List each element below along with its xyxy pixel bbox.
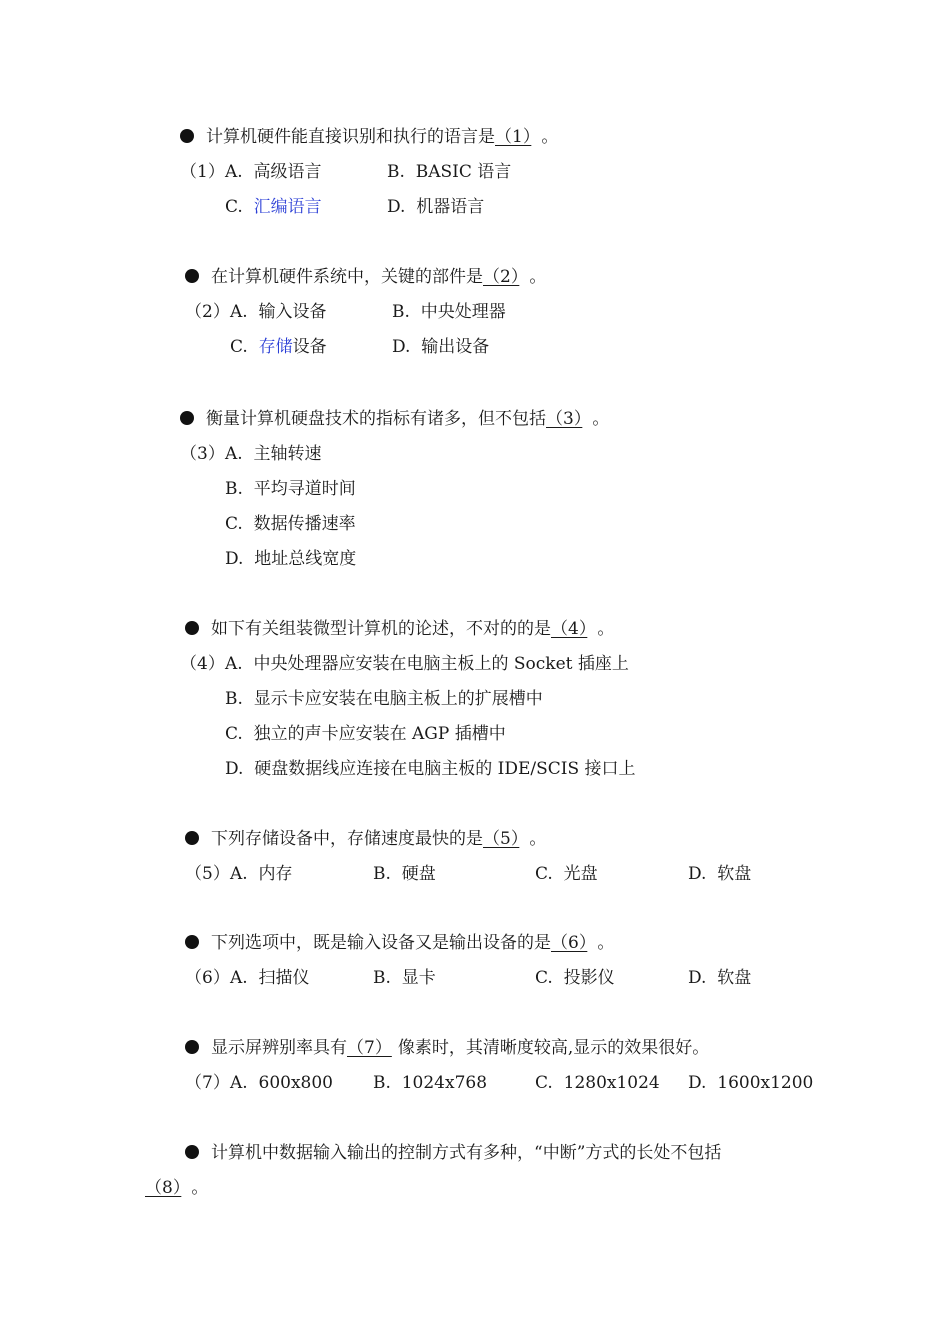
option-a: A. 输入设备 bbox=[230, 302, 327, 322]
option-a: A. 扫描仪 bbox=[230, 968, 310, 988]
bullet-icon bbox=[180, 129, 194, 143]
answer-blank: （3） bbox=[546, 409, 583, 429]
option-a: A. 主轴转速 bbox=[225, 444, 322, 464]
question-6-stem: 下列选项中，既是输入设备又是输出设备的是（6） 。 bbox=[185, 931, 614, 955]
option-c: C. 数据传播速率 bbox=[225, 514, 356, 534]
bullet-icon bbox=[185, 1040, 199, 1054]
option-a: A. 600x800 bbox=[230, 1073, 333, 1093]
option-c: C. 汇编语言 bbox=[225, 197, 322, 217]
option-b: B. 平均寻道时间 bbox=[225, 479, 356, 499]
bullet-icon bbox=[180, 411, 194, 425]
option-b: B. 中央处理器 bbox=[392, 302, 506, 322]
question-4-stem: 如下有关组装微型计算机的论述，不对的的是（4） 。 bbox=[185, 617, 614, 641]
question-8-stem: 计算机中数据输入输出的控制方式有多种，“中断”方式的长处不包括 bbox=[185, 1141, 721, 1165]
option-a: A. 高级语言 bbox=[225, 162, 322, 182]
bullet-icon bbox=[185, 831, 199, 845]
option-c: C. 投影仪 bbox=[535, 968, 615, 988]
option-b: B. BASIC 语言 bbox=[387, 162, 512, 182]
question-4-number: （4） bbox=[180, 654, 225, 674]
question-5-number: （5） bbox=[185, 864, 230, 884]
option-a: A. 内存 bbox=[230, 864, 293, 884]
option-d: D. 软盘 bbox=[688, 864, 752, 884]
bullet-icon bbox=[185, 935, 199, 949]
question-6-number: （6） bbox=[185, 968, 230, 988]
option-c: C. 1280x1024 bbox=[535, 1073, 660, 1093]
question-1-stem: 计算机硬件能直接识别和执行的语言是（1） 。 bbox=[180, 125, 558, 149]
bullet-icon bbox=[185, 621, 199, 635]
question-3-number: （3） bbox=[180, 444, 225, 464]
question-7-stem: 显示屏辨别率具有（7） 像素时，其清晰度较高,显示的效果很好。 bbox=[185, 1036, 709, 1060]
option-d: D. 地址总线宽度 bbox=[225, 549, 357, 569]
option-d: D. 机器语言 bbox=[387, 197, 485, 217]
option-b: B. 1024x768 bbox=[373, 1073, 488, 1093]
option-a: A. 中央处理器应安装在电脑主板上的 Socket 插座上 bbox=[225, 654, 629, 674]
option-c: C. 光盘 bbox=[535, 864, 598, 884]
bullet-icon bbox=[185, 269, 199, 283]
answer-blank: （4） bbox=[551, 619, 588, 639]
question-1-number: （1） bbox=[180, 162, 225, 182]
answer-blank: （1） bbox=[495, 127, 532, 147]
question-3-stem: 衡量计算机硬盘技术的指标有诸多，但不包括（3） 。 bbox=[180, 407, 609, 431]
answer-blank: （2） bbox=[483, 267, 520, 287]
option-d: D. 硬盘数据线应连接在电脑主板的 IDE/SCIS 接口上 bbox=[225, 759, 636, 779]
option-c: C. 独立的声卡应安装在 AGP 插槽中 bbox=[225, 724, 506, 744]
option-b: B. 显示卡应安装在电脑主板上的扩展槽中 bbox=[225, 689, 543, 709]
option-d: D. 软盘 bbox=[688, 968, 752, 988]
option-b: B. 显卡 bbox=[373, 968, 436, 988]
question-2-stem: 在计算机硬件系统中，关键的部件是（2） 。 bbox=[185, 265, 546, 289]
bullet-icon bbox=[185, 1145, 199, 1159]
option-d: D. 1600x1200 bbox=[688, 1073, 814, 1093]
question-5-stem: 下列存储设备中，存储速度最快的是（5） 。 bbox=[185, 827, 546, 851]
question-8-stem-continued: （8） 。 bbox=[145, 1178, 209, 1198]
answer-blank: （8） bbox=[145, 1178, 182, 1198]
question-2-number: （2） bbox=[185, 302, 230, 322]
option-c: C. 存储设备 bbox=[230, 337, 327, 357]
option-b: B. 硬盘 bbox=[373, 864, 436, 884]
answer-blank: （7） bbox=[347, 1038, 392, 1058]
answer-blank: （5） bbox=[483, 829, 520, 849]
question-7-number: （7） bbox=[185, 1073, 230, 1093]
answer-blank: （6） bbox=[551, 933, 588, 953]
option-d: D. 输出设备 bbox=[392, 337, 490, 357]
